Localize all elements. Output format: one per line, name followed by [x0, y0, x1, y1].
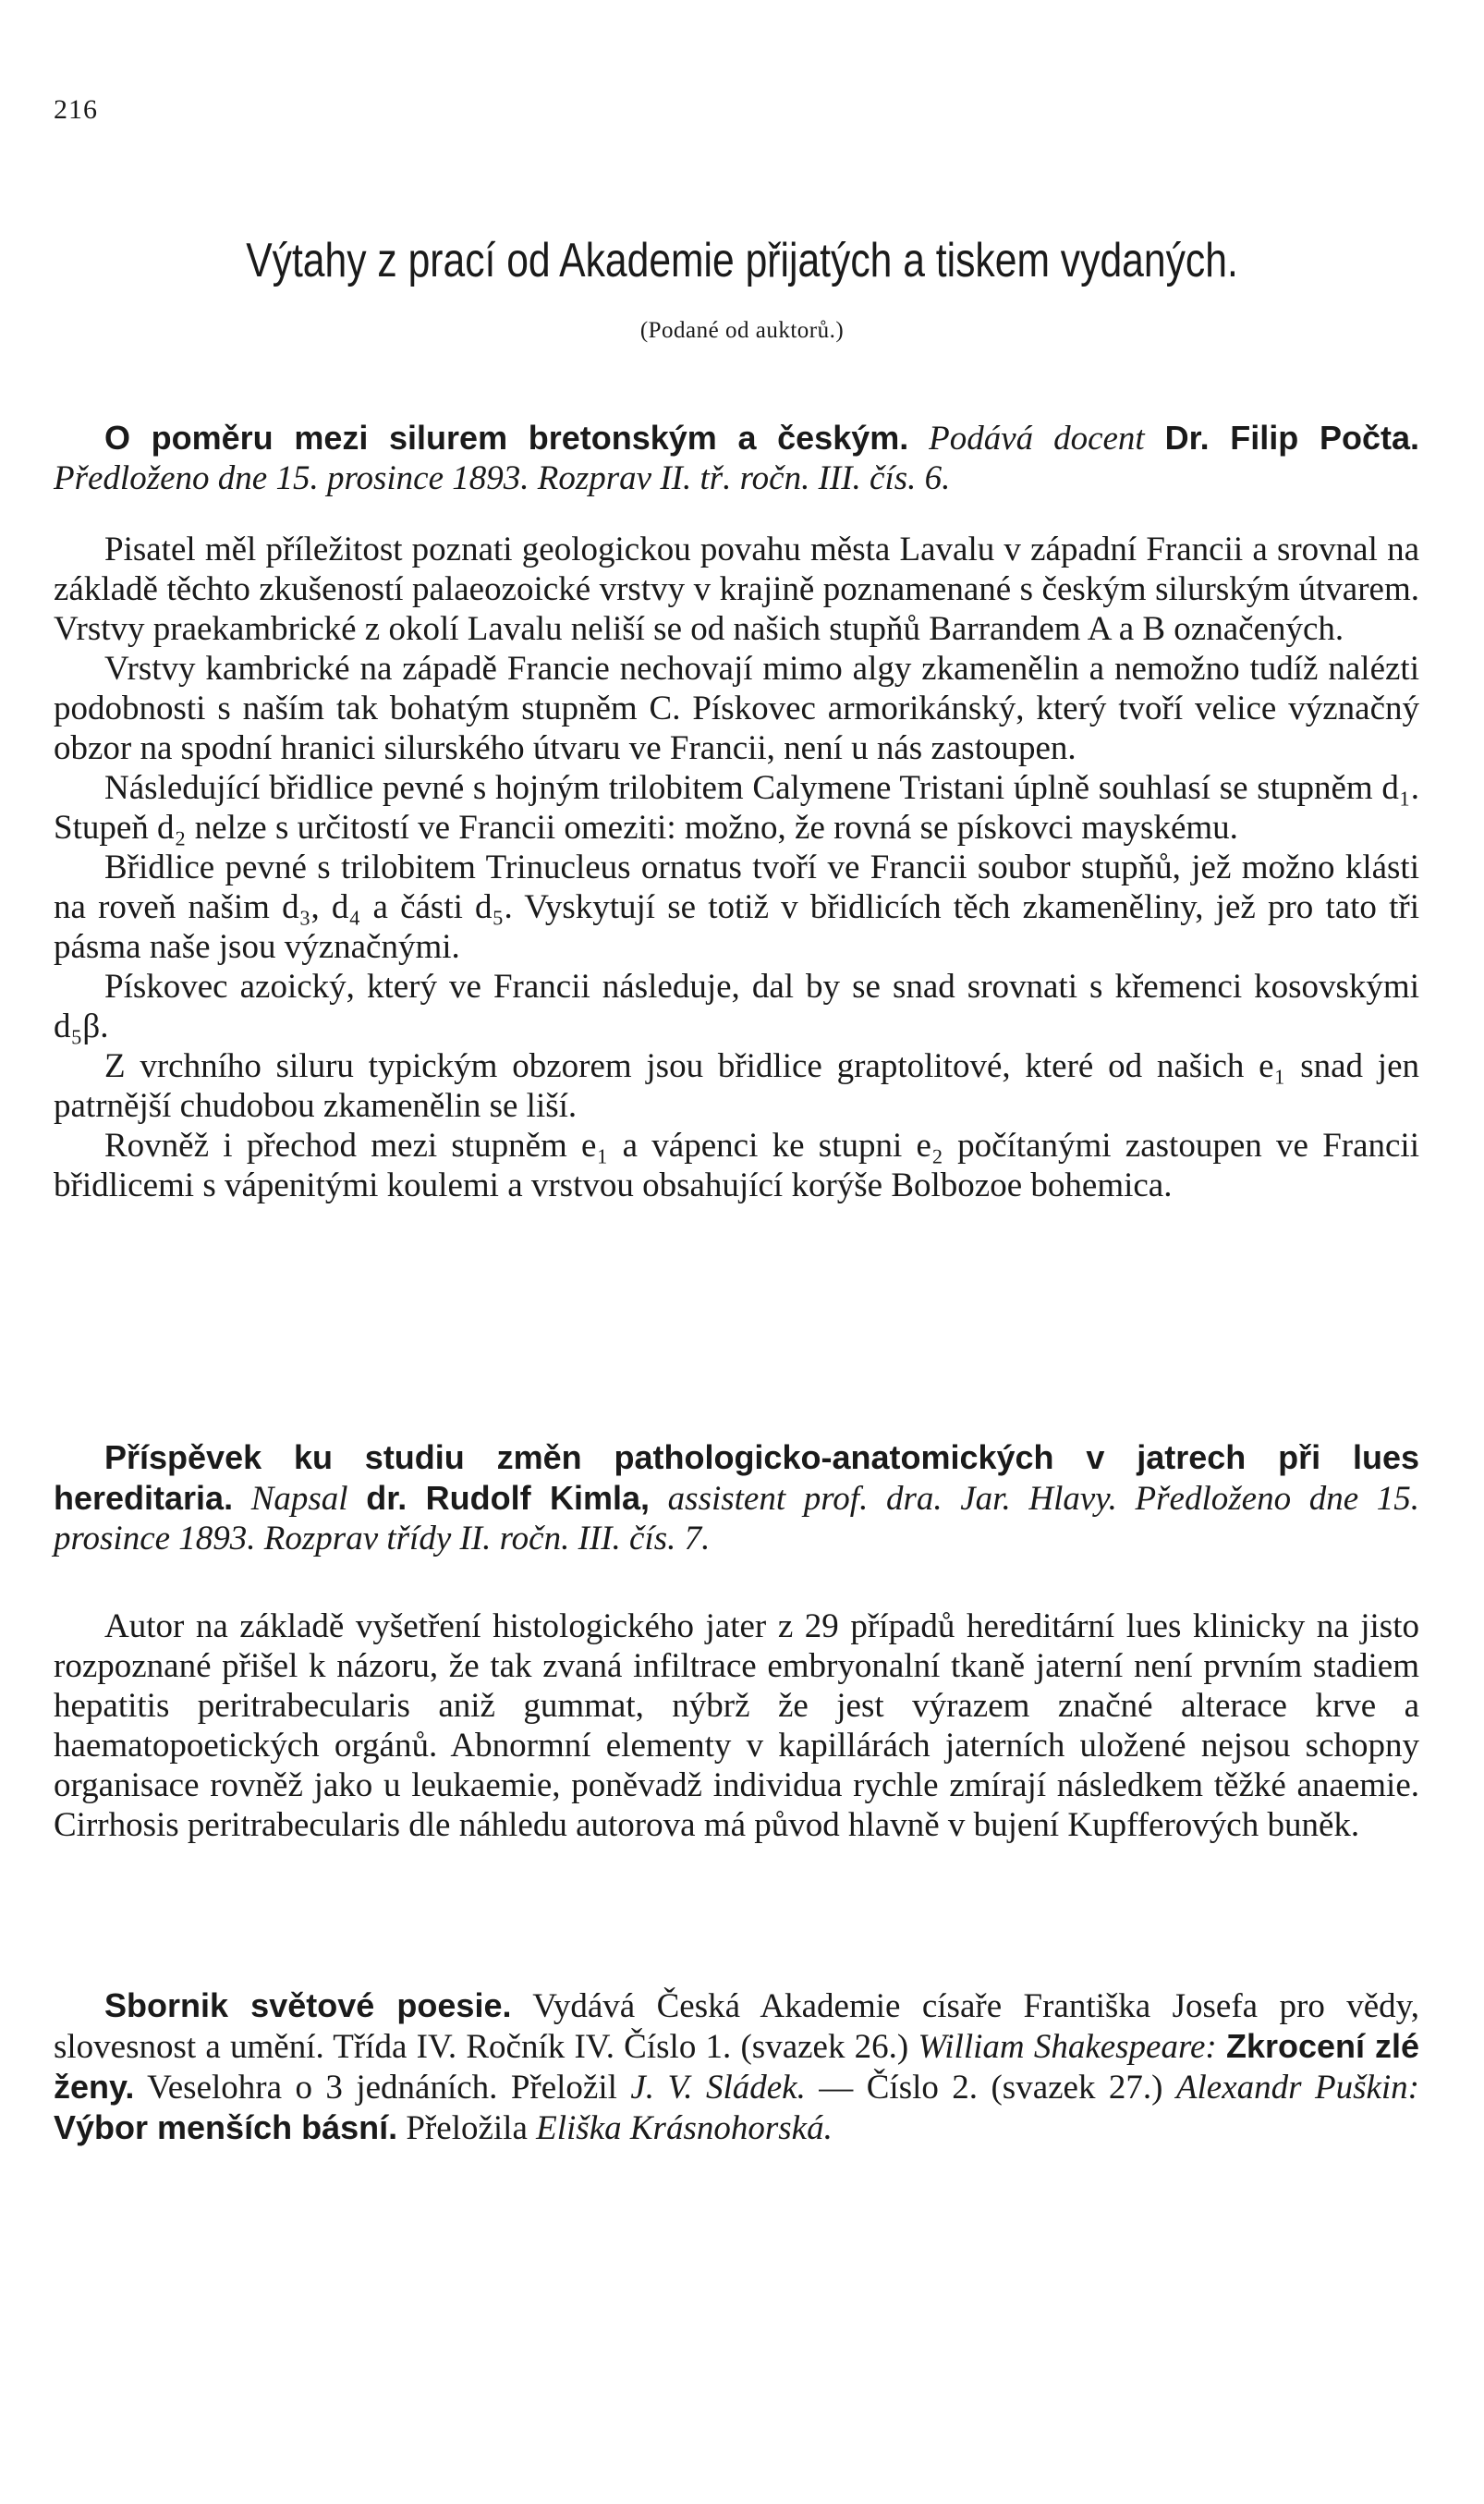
translator-2: Eliška Krásnohorská.: [536, 2109, 833, 2147]
article-affiliation: assistent prof. dra. Jar. Hlavy. Předloženo dne 15. prosince 1893. Rozprav třídy II. ročn. III. čís. 7.: [54, 1480, 1420, 1557]
work-genre: Veselohra o 3 jednáních. Přeložil: [147, 2069, 617, 2107]
article-lues: [54, 1437, 1419, 1845]
work-title-2: Výbor menších básní.: [54, 2108, 398, 2146]
article-heading: [54, 1985, 1419, 2148]
issue-info-2: — Číslo 2. (svazek 27.): [819, 2069, 1163, 2107]
author-puskin: Alexandr Puškin:: [1175, 2069, 1420, 2107]
paragraph: Vrstvy kambrické na západě Francie nechovají mimo algy zkamenělin a nemožno tudíž nalézti podobnosti s naším tak bohatým stupněm C. Pískovec armorikánský, který tvoří velice význačný obzor na spodní hranici silurského útvaru ve Francii, není u nás zastoupen.: [54, 650, 1419, 767]
paragraph: Autor na základě vyšetření histologického jater z 29 případů hereditární lues klinicky na jisto rozpoznané přišel k názoru, že tak zvaná infiltrace embryonalní tkaně jaterní není prvním stadiem hepatitis peritrabecularis aniž gummat, nýbrž že jest výrazem značné alterace krve a haematopoetických orgánů. Abnormní elementy v kapillárách jaterních uložené nejsou schopny organisace rovněž jako u leukaemie, poněvadž individua rychle zmírají následkem těžké anaemie. Cirrhosis peritrabecularis dle náhledu autorova má původ hlavně v bujení Kupfferových buněk.: [54, 1607, 1419, 1844]
article-byline: Podává docent: [929, 420, 1145, 458]
article-silur: [54, 418, 1419, 1205]
article-author: Dr. Filip Počta.: [1164, 419, 1419, 457]
article-title: O poměru mezi silurem bretonským a českým.: [104, 419, 909, 457]
paragraph: Následující břidlice pevné s hojným trilobitem Calymene Tristani úplně souhlasí se stupněm d₁. Stupeň d₂ nelze s určitostí ve Francii omeziti: možno, že rovná se pískovci mayskému.: [54, 769, 1419, 847]
article-heading: [54, 418, 1419, 498]
translated-by: Přeložila: [406, 2109, 528, 2147]
page-subtitle: (Podané od auktorů.): [639, 318, 845, 343]
paragraph: Z vrchního siluru typickým obzorem jsou břidlice graptolitové, které od našich e₁ snad jen patrnější chudobou zkamenělin se liší.: [54, 1047, 1419, 1125]
article-byline: Napsal: [250, 1480, 348, 1518]
article-poesie: [54, 1985, 1419, 2148]
paragraph: Pisatel měl příležitost poznati geologickou povahu města Lavalu v západní Francii a srovnal na základě těchto zkušeností palaeozoické vrstvy v krajině poznamenané s českým silurským útvarem. Vrstvy praekambrické z okolí Lavalu neliší se od našich stupňů Barrandem A a B označených.: [54, 531, 1419, 648]
work-title-1: Zkrocení zlé ženy.: [54, 2027, 1420, 2106]
paragraph: Rovněž i přechod mezi stupněm e₁ a vápenci ke stupni e₂ počítanými zastoupen ve Francii břidlicemi s vápenitými koulemi a vrstvou obsahující korýše Bolbozoe bohemica.: [54, 1127, 1419, 1204]
translator-1: J. V. Sládek.: [630, 2069, 806, 2107]
article-title: Sbornik světové poesie.: [104, 1986, 512, 2024]
paragraph: Pískovec azoický, který ve Francii následuje, dal by se snad srovnati s křemenci kosovskými d₅β.: [54, 968, 1419, 1045]
article-heading: [54, 1437, 1419, 1558]
publication-info: Vydává Česká Akademie císaře Františka Josefa pro vědy, slovesnost a umění. Třída IV. Ročník IV. Číslo 1. (svazek 26.): [54, 1987, 1420, 2066]
page-title: Výtahy z prací od Akademie přijatých a tiskem vydaných.: [246, 234, 1238, 287]
page-number: 216: [54, 94, 98, 125]
author-shakespeare: William Shakespeare:: [918, 2028, 1217, 2066]
article-author: dr. Rudolf Kimla,: [366, 1479, 651, 1517]
paragraph: Břidlice pevné s trilobitem Trinucleus ornatus tvoří ve Francii soubor stupňů, jež možno klásti na roveň našim d₃, d₄ a části d₅. Vyskytují se totiž v břidlicích těch zkameněliny, jež pro tato tři pásma naše jsou význačnými.: [54, 849, 1419, 966]
article-presented: Předloženo dne 15. prosince 1893. Rozprav II. tř. ročn. III. čís. 6.: [54, 459, 951, 497]
article-title: Příspěvek ku studiu změn pathologicko-anatomických v jatrech při lues hereditaria.: [54, 1438, 1419, 1517]
